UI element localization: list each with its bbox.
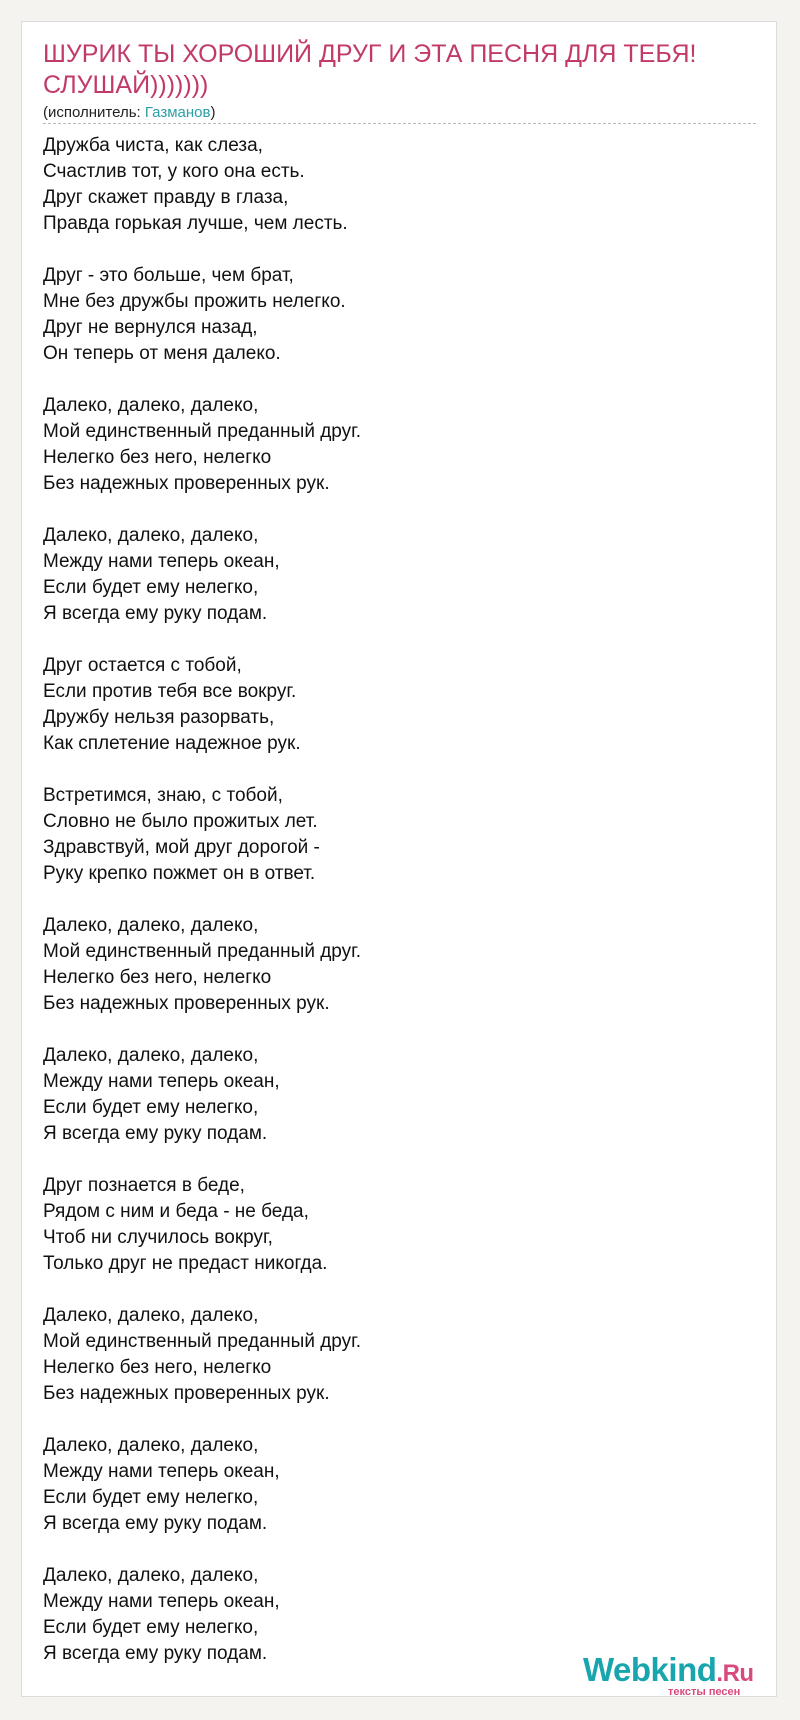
lyric-line: Далеко, далеко, далеко, [43, 915, 259, 936]
lyric-line: Я всегда ему руку подам. [43, 1123, 268, 1144]
stanza [43, 1303, 743, 1407]
logo-tld: .Ru [716, 1660, 754, 1687]
lyrics-card [21, 21, 777, 1697]
stanza [43, 393, 743, 497]
lyric-line: Если будет ему нелегко, [43, 1617, 259, 1638]
lyric-line: Между нами теперь океан, [43, 1591, 280, 1612]
lyric-line: Я всегда ему руку подам. [43, 603, 268, 624]
lyric-line: Как сплетение надежное рук. [43, 733, 301, 754]
lyric-line: Если будет ему нелегко, [43, 1487, 259, 1508]
lyric-line: Я всегда ему руку подам. [43, 1513, 268, 1534]
lyrics-body [43, 133, 743, 1693]
lyric-line: Нелегко без него, нелегко [43, 967, 272, 988]
lyric-line: Мой единственный преданный друг. [43, 941, 362, 962]
stanza [43, 1433, 743, 1537]
artist-link[interactable]: Газманов [144, 104, 211, 121]
lyric-line: Чтоб ни случилось вокруг, [43, 1227, 273, 1248]
stanza [43, 263, 743, 367]
lyric-line: Я всегда ему руку подам. [43, 1643, 268, 1664]
stanza [43, 1043, 743, 1147]
lyric-line: Рядом с ним и беда - не беда, [43, 1201, 309, 1222]
lyric-line: Далеко, далеко, далеко, [43, 1045, 259, 1066]
lyric-line: Мой единственный преданный друг. [43, 1331, 362, 1352]
site-logo[interactable] [583, 1652, 783, 1702]
lyric-line: Друг - это больше, чем брат, [43, 265, 294, 286]
lyric-line: Между нами теперь океан, [43, 1461, 280, 1482]
lyric-line: Без надежных проверенных рук. [43, 993, 330, 1014]
lyric-line: Друг скажет правду в глаза, [43, 187, 289, 208]
lyric-line: Мне без дружбы прожить нелегко. [43, 291, 346, 312]
lyric-line: Счастлив тот, у кого она есть. [43, 161, 305, 182]
lyric-line: Если будет ему нелегко, [43, 1097, 259, 1118]
stanza [43, 653, 743, 757]
lyric-line: Между нами теперь океан, [43, 551, 280, 572]
lyric-line: Без надежных проверенных рук. [43, 1383, 330, 1404]
lyric-line: Если будет ему нелегко, [43, 577, 259, 598]
artist-suffix: ) [210, 104, 216, 121]
lyric-line: Без надежных проверенных рук. [43, 473, 330, 494]
lyric-line: Словно не было прожитых лет. [43, 811, 318, 832]
song-title: ШУРИК ТЫ ХОРОШИЙ ДРУГ И ЭТА ПЕСНЯ ДЛЯ ТЕБЯ!СЛУШАЙ))))))) [43, 40, 697, 99]
lyric-line: Здравствуй, мой друг дорогой - [43, 837, 320, 858]
lyric-line: Дружба чиста, как слеза, [43, 135, 263, 156]
logo-tagline: тексты песен [668, 1686, 741, 1698]
lyric-line: Далеко, далеко, далеко, [43, 525, 259, 546]
lyric-line: Руку крепко пожмет он в ответ. [43, 863, 316, 884]
lyric-line: Далеко, далеко, далеко, [43, 1565, 259, 1586]
lyric-line: Далеко, далеко, далеко, [43, 1435, 259, 1456]
lyric-line: Друг познается в беде, [43, 1175, 245, 1196]
lyric-line: Только друг не предаст никогда. [43, 1253, 328, 1274]
stanza [43, 523, 743, 627]
lyric-line: Друг не вернулся назад, [43, 317, 258, 338]
lyric-line: Друг остается с тобой, [43, 655, 242, 676]
stanza [43, 133, 743, 237]
lyric-line: Правда горькая лучше, чем лесть. [43, 213, 348, 234]
lyric-line: Далеко, далеко, далеко, [43, 1305, 259, 1326]
lyric-line: Если против тебя все вокруг. [43, 681, 297, 702]
stanza [43, 913, 743, 1017]
artist-prefix: (исполнитель: [43, 104, 145, 121]
stanza [43, 783, 743, 887]
lyric-line: Встретимся, знаю, с тобой, [43, 785, 283, 806]
lyric-line: Мой единственный преданный друг. [43, 421, 362, 442]
lyric-line: Далеко, далеко, далеко, [43, 395, 259, 416]
divider [43, 123, 756, 124]
lyric-line: Между нами теперь океан, [43, 1071, 280, 1092]
artist-line [43, 104, 215, 122]
lyric-line: Он теперь от меня далеко. [43, 343, 281, 364]
lyric-line: Нелегко без него, нелегко [43, 1357, 272, 1378]
lyric-line: Нелегко без него, нелегко [43, 447, 272, 468]
lyric-line: Дружбу нельзя разорвать, [43, 707, 275, 728]
stanza [43, 1173, 743, 1277]
logo-main-text: Webkind [583, 1651, 717, 1688]
